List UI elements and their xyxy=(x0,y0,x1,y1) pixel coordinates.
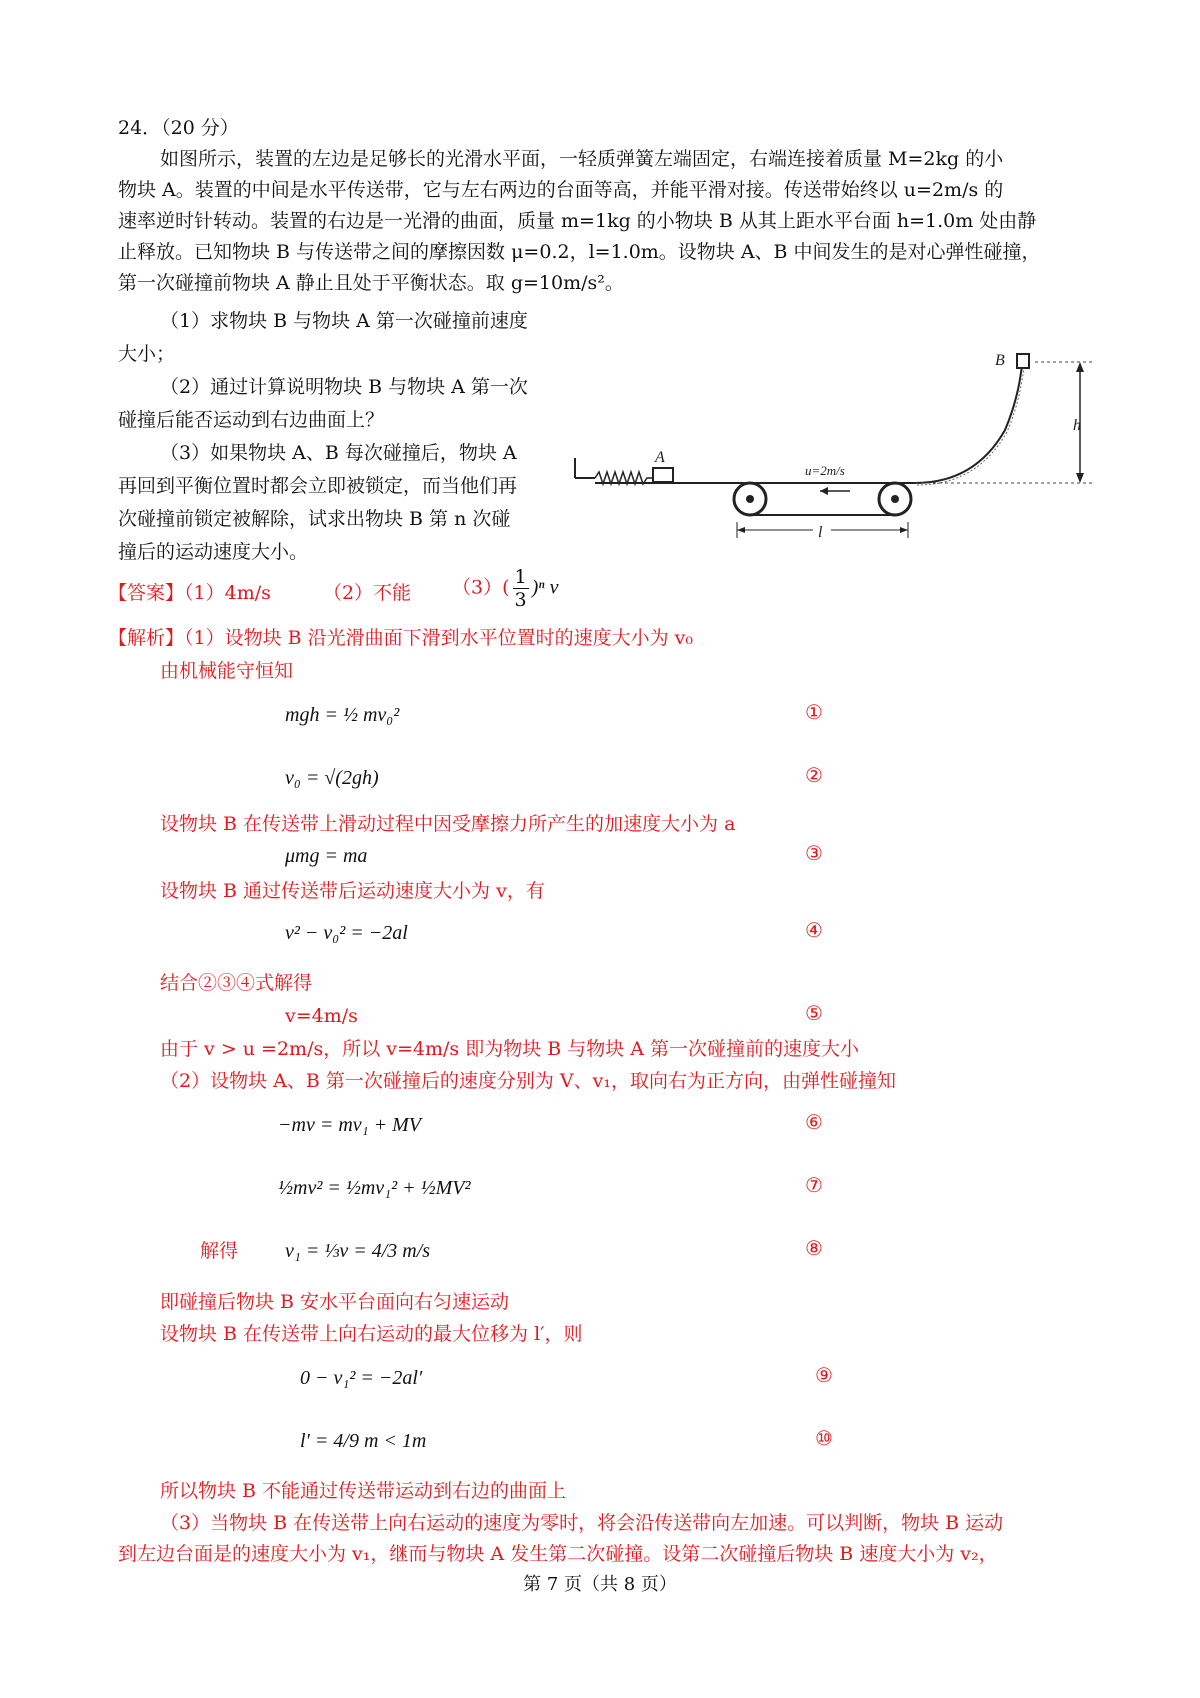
label-h: h xyxy=(1073,417,1081,434)
label-a: A xyxy=(655,449,665,466)
answer-part-3 xyxy=(452,566,558,611)
sub-question-1-line-1: （1）求物块 B 与物块 A 第一次碰撞前速度 xyxy=(160,310,528,332)
analysis-line-6: 由于 v > u =2m/s，所以 v=4m/s 即为物块 B 与物块 A 第一次碰撞前的速度大小 xyxy=(160,1038,860,1060)
sub-question-3-line-4: 撞后的运动速度大小。 xyxy=(118,541,309,563)
question-line-3: 速率逆时针转动。装置的右边是一光滑的曲面，质量 m=1kg 的小物块 B 从其上距水平台面 h=1.0m 处由静 xyxy=(118,210,1037,232)
equation-8: v₁ = ⅓v = 4/3 m/s xyxy=(285,1240,431,1262)
equation-number-7: ⑦ xyxy=(805,1173,823,1197)
h-arrow-bottom xyxy=(1076,473,1084,483)
analysis-line-9: 设物块 B 在传送带上向右运动的最大位移为 l′，则 xyxy=(160,1323,583,1345)
question-number: 24．（20 分） xyxy=(118,117,239,139)
equation-number-4: ④ xyxy=(805,918,823,942)
question-line-5: 第一次碰撞前物块 A 静止且处于平衡状态。取 g=10m/s²。 xyxy=(118,272,624,294)
sub-question-3-line-2: 再回到平衡位置时都会立即被锁定，而当他们再 xyxy=(118,475,518,497)
equation-number-5: ⑤ xyxy=(805,1001,823,1025)
belt-arrow-head xyxy=(820,487,828,495)
question-line-1: 如图所示，装置的左边是足够长的光滑水平面，一轻质弹簧左端固定，右端连接着质量 M=2kg 的小 xyxy=(160,148,1004,170)
label-b: B xyxy=(995,352,1005,369)
answer-part-3-suffix: )ⁿ v xyxy=(531,576,559,599)
left-roller-axle xyxy=(746,495,754,503)
equation-number-2: ② xyxy=(805,763,823,787)
answer-part-3-fraction xyxy=(513,566,529,611)
conveyor-diagram xyxy=(565,350,1105,550)
equation-number-8: ⑧ xyxy=(805,1236,823,1260)
answer-part-3-prefix: （3）( xyxy=(452,576,510,599)
equation-9: 0 − v₁² = −2al′ xyxy=(300,1367,423,1389)
page-footer: 第 7 页（共 8 页） xyxy=(523,1574,677,1595)
h-arrow-top xyxy=(1076,362,1084,372)
equation-number-1: ① xyxy=(805,700,823,724)
curved-ramp xyxy=(895,355,1023,483)
block-b xyxy=(1017,354,1029,368)
equation-number-10: ⑩ xyxy=(815,1426,833,1450)
analysis-line-10: 所以物块 B 不能通过传送带运动到右边的曲面上 xyxy=(160,1480,567,1502)
analysis-line-3: 设物块 B 在传送带上滑动过程中因受摩擦力所产生的加速度大小为 a xyxy=(160,813,736,835)
analysis-line-8: 即碰撞后物块 B 安水平台面向右匀速运动 xyxy=(160,1291,510,1313)
equation-number-9: ⑨ xyxy=(815,1363,833,1387)
equation-7: ½mv² = ½mv₁² + ½MV² xyxy=(278,1177,471,1199)
answer-tag: 【答案】 xyxy=(108,582,185,604)
equation-number-3: ③ xyxy=(805,841,823,865)
sub-question-2-line-1: （2）通过计算说明物块 B 与物块 A 第一次 xyxy=(160,376,528,398)
question-line-2: 物块 A。装置的中间是水平传送带，它与左右两边的台面等高，并能平滑对接。传送带始终以 u=2m/s 的 xyxy=(118,179,1004,201)
analysis-text-1: （1）设物块 B 沿光滑曲面下滑到水平位置时的速度大小为 v₀ xyxy=(184,627,694,649)
answer-line xyxy=(108,580,453,606)
right-roller-axle xyxy=(891,495,899,503)
equation-4: v² − v₀² = −2al xyxy=(285,922,408,944)
analysis-line-12: 到左边台面是的速度大小为 v₁，继而与物块 A 发生第二次碰撞。设第二次碰撞后物块 B 速度大小为 v₂， xyxy=(118,1543,998,1565)
equation-1: mgh = ½ mv₀² xyxy=(285,704,400,726)
equation-number-6: ⑥ xyxy=(805,1110,823,1134)
fraction-denominator: 3 xyxy=(514,589,527,611)
equation-5: v=4m/s xyxy=(285,1005,358,1027)
answer-part-1: （1）4m/s xyxy=(184,582,271,604)
analysis-line-2: 由机械能守恒知 xyxy=(160,660,294,682)
analysis-tag: 【解析】 xyxy=(108,627,185,649)
question-line-4: 止释放。已知物块 B 与传送带之间的摩擦因数 μ=0.2，l=1.0m。设物块 A、B 中间发生的是对心弹性碰撞， xyxy=(118,241,1041,263)
equation-10: l′ = 4/9 m < 1m xyxy=(300,1430,427,1452)
block-a xyxy=(653,468,673,482)
analysis-line-1 xyxy=(108,625,693,651)
label-l: l xyxy=(818,524,823,541)
equation-8-label: 解得 xyxy=(200,1240,239,1262)
sub-question-3-line-1: （3）如果物块 A、B 每次碰撞后，物块 A xyxy=(160,442,517,464)
equation-6: −mv = mv₁ + MV xyxy=(278,1114,421,1136)
sub-question-3-line-3: 次碰撞前锁定被解除，试求出物块 B 第 n 次碰 xyxy=(118,508,511,530)
answer-part-2: （2）不能 xyxy=(322,582,412,604)
sub-question-1-line-2: 大小； xyxy=(118,343,176,365)
l-arrow-right xyxy=(900,527,908,533)
l-arrow-left xyxy=(737,527,745,533)
analysis-line-11: （3）当物块 B 在传送带上向右运动的速度为零时，将会沿传送带向左加速。可以判断，物块 B 运动 xyxy=(160,1512,1004,1534)
analysis-line-5: 结合②③④式解得 xyxy=(160,972,313,994)
label-u: u=2m/s xyxy=(805,463,845,478)
analysis-line-4: 设物块 B 通过传送带后运动速度大小为 v，有 xyxy=(160,880,545,902)
sub-question-2-line-2: 碰撞后能否运动到右边曲面上？ xyxy=(118,409,385,431)
analysis-line-7: （2）设物块 A、B 第一次碰撞后的速度分别为 V、v₁，取向右为正方向，由弹性碰撞知 xyxy=(160,1070,896,1092)
equation-3: μmg = ma xyxy=(285,845,368,867)
fraction-numerator: 1 xyxy=(514,566,527,588)
equation-2: v₀ = √(2gh) xyxy=(285,767,379,789)
